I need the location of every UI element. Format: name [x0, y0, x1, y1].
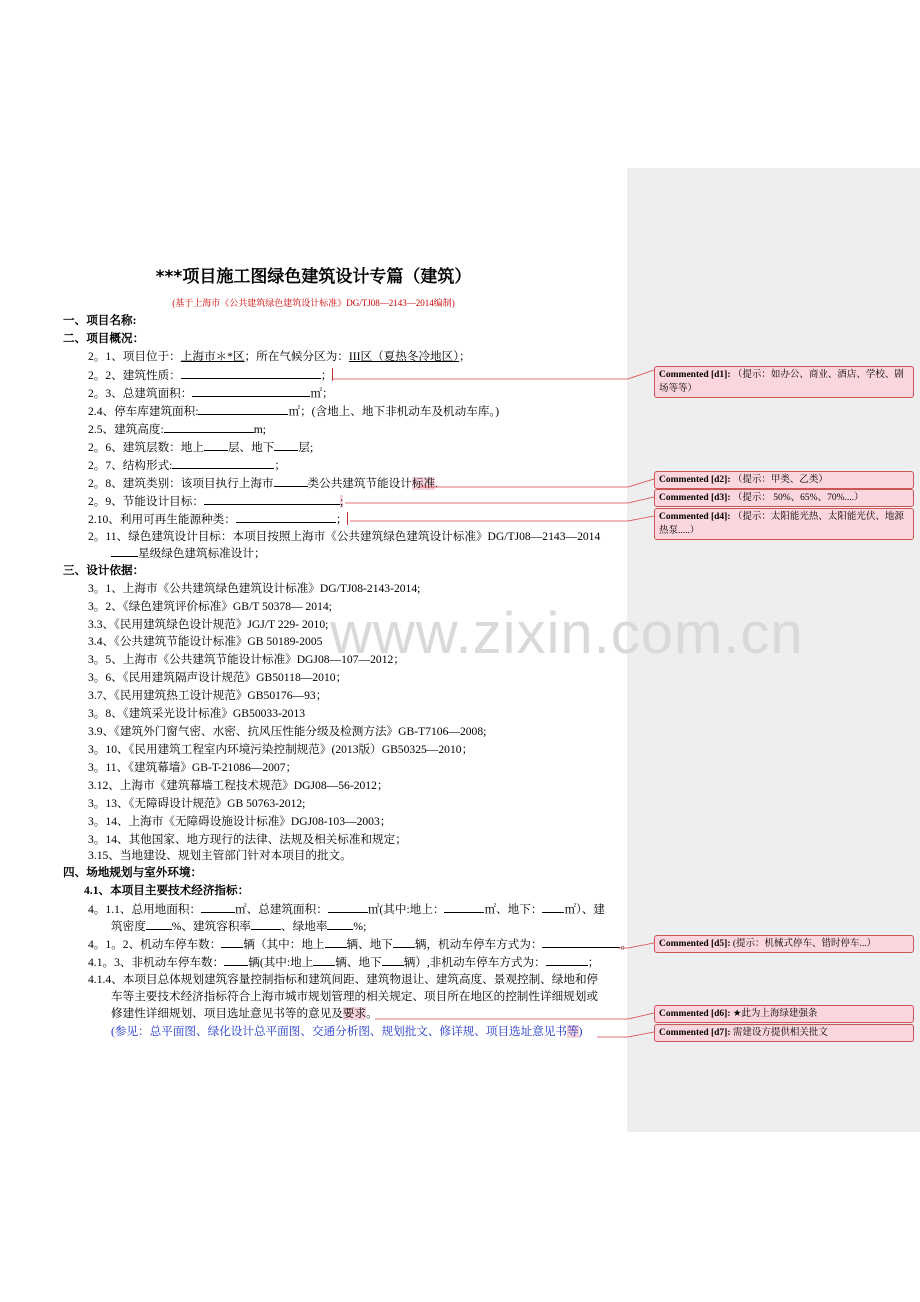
- section-project-name: 一、项目名称:: [63, 314, 137, 327]
- reference-item: 3。8、《建筑采光设计标准》GB50033-2013: [88, 707, 306, 720]
- item-2-11: 2。11、绿色建筑设计目标：本项目按照上海市《公共建筑绿色建筑设计标准》DG/TJ08—2143—2014: [88, 530, 601, 543]
- item-4-1-4-line2: 车等主要技术经济指标符合上海市城市规划管理的相关规定、项目所在地区的控制性详细规划或: [111, 990, 598, 1003]
- reference-item: 3.4、《公共建筑节能设计标准》GB 50189-2005: [88, 635, 323, 648]
- reference-item: 3。6、《民用建筑隔声设计规范》GB50118—2010；: [88, 671, 348, 684]
- item-2-7: 2。7、结构形式: ；: [88, 459, 286, 472]
- item-2-8: 2。8、建筑类别：该项目执行上海市 类公共建筑节能设计标准.: [88, 477, 438, 490]
- item-2-1: 2。1、项目位于：上海市＊*区；所在气候分区为：III区（夏热冬冷地区）；: [88, 350, 471, 363]
- comment-d1[interactable]: Commented [d1]: （提示：如办公、商业、酒店、学校、剧场等等）: [654, 366, 914, 398]
- item-2-3: 2。3、总建筑面积： ㎡；: [88, 387, 334, 400]
- item-2-11-continued: 星级绿色建筑标准设计；: [111, 545, 266, 561]
- item-4-1-4-line3: 修建性详细规划、项目选址意见书等的意见及要求。: [111, 1007, 378, 1020]
- item-2-10: 2.10、利用可再生能源种类： ；: [88, 513, 348, 526]
- comment-d3[interactable]: Commented [d3]: （提示： 50%、65%、70%....）: [654, 489, 914, 507]
- reference-item: 3.3、《民用建筑绿色设计规范》JGJ/T 229- 2010;: [88, 618, 329, 631]
- comment-d4[interactable]: Commented [d4]: （提示：太阳能光热、太阳能光伏、地源热泵.....）: [654, 508, 914, 540]
- item-4-1-1-continued: 筑密度 %、建筑容积率 、绿地率 %;: [111, 920, 367, 933]
- document-subtitle: (基于上海市《公共建筑绿色建筑设计标准》DG/TJ08—2143—2014编制): [172, 298, 455, 308]
- item-4-1-4: 4.1.4、本项目总体规划建筑容量控制指标和建筑间距、建筑物退让、建筑高度、景观控制、绿地和停: [88, 973, 599, 986]
- item-2-4: 2.4、停车库建筑面积: ㎡；(含地上、地下非机动车及机动车库。): [88, 405, 500, 418]
- reference-item: 3.15、当地建设、规划主管部门针对本项目的批文。: [88, 849, 352, 862]
- reference-item: 3。14、其他国家、地方现行的法律、法规及相关标准和规定；: [88, 833, 407, 846]
- item-2-2: 2。2、建筑性质： ；: [88, 369, 333, 382]
- section-design-basis: 三、设计依据：: [63, 564, 145, 577]
- subsection-4-1: 4.1、本项目主要技术经济指标：: [84, 884, 250, 897]
- item-4-1-1: 4。1.1、总用地面积： ㎡、总建筑面积： ㎡(其中:地上： ㎡、地下： ㎡）、建: [88, 903, 606, 916]
- comment-d7[interactable]: Commented [d7]: 需建设方提供相关批文: [654, 1024, 914, 1042]
- document-title: ***项目施工图绿色建筑设计专篇（建筑）: [155, 267, 472, 287]
- section-project-overview: 二、项目概况：: [63, 332, 145, 345]
- comment-d6[interactable]: Commented [d6]: ★此为上海绿建强条: [654, 1005, 914, 1023]
- section-site-planning: 四、场地规划与室外环境：: [63, 866, 203, 879]
- watermark: www.zixin.com.cn: [330, 601, 804, 666]
- reference-item: 3.7、《民用建筑热工设计规范》GB50176—93；: [88, 689, 328, 702]
- reference-item: 3。2、《绿色建筑评价标准》GB/T 50378— 2014;: [88, 600, 332, 613]
- reference-item: 3。5、上海市《公共建筑节能设计标准》DGJ08—107—2012；: [88, 653, 405, 666]
- item-2-9: 2。9、节能设计目标： ;: [88, 495, 344, 508]
- item-4-1-3: 4.1。3、非机动车停车数： 辆(其中:地上 辆、地下 辆）,非机动车停车方式为： ；: [88, 956, 600, 969]
- comment-d2[interactable]: Commented [d2]: （提示：甲类、乙类）: [654, 471, 914, 489]
- reference-item: 3.9、《建筑外门窗气密、水密、抗风压性能分级及检测方法》GB-T7106—2008;: [88, 725, 487, 738]
- item-4-1-2: 4。1。2、机动车停车数： 辆（其中：地上 辆、地下 辆，机动车停车方式为： 。: [88, 938, 633, 951]
- reference-note: (参见：总平面图、绿化设计总平面图、交通分析图、规划批文、修详规、项目选址意见书等): [111, 1025, 583, 1038]
- reference-item: 3。1、上海市《公共建筑绿色建筑设计标准》DG/TJ08-2143-2014;: [88, 582, 421, 595]
- comment-d5[interactable]: Commented [d5]: (提示：机械式停车、错时停车...）: [654, 935, 914, 953]
- item-2-5: 2.5、建筑高度: m;: [88, 423, 266, 436]
- reference-item: 3.12、上海市《建筑幕墙工程技术规范》DGJ08—56-2012；: [88, 779, 389, 792]
- reference-item: 3。14、上海市《无障碍设施设计标准》DGJ08-103—2003；: [88, 815, 392, 828]
- reference-item: 3。11、《建筑幕墙》GB-T-21086—2007；: [88, 761, 298, 774]
- reference-item: 3。10、《民用建筑工程室内环境污染控制规范》(2013版）GB50325—2010；: [88, 743, 474, 756]
- reference-item: 3。13、《无障碍设计规范》GB 50763-2012;: [88, 797, 306, 810]
- item-2-6: 2。6、建筑层数：地上 层、地下 层;: [88, 441, 314, 454]
